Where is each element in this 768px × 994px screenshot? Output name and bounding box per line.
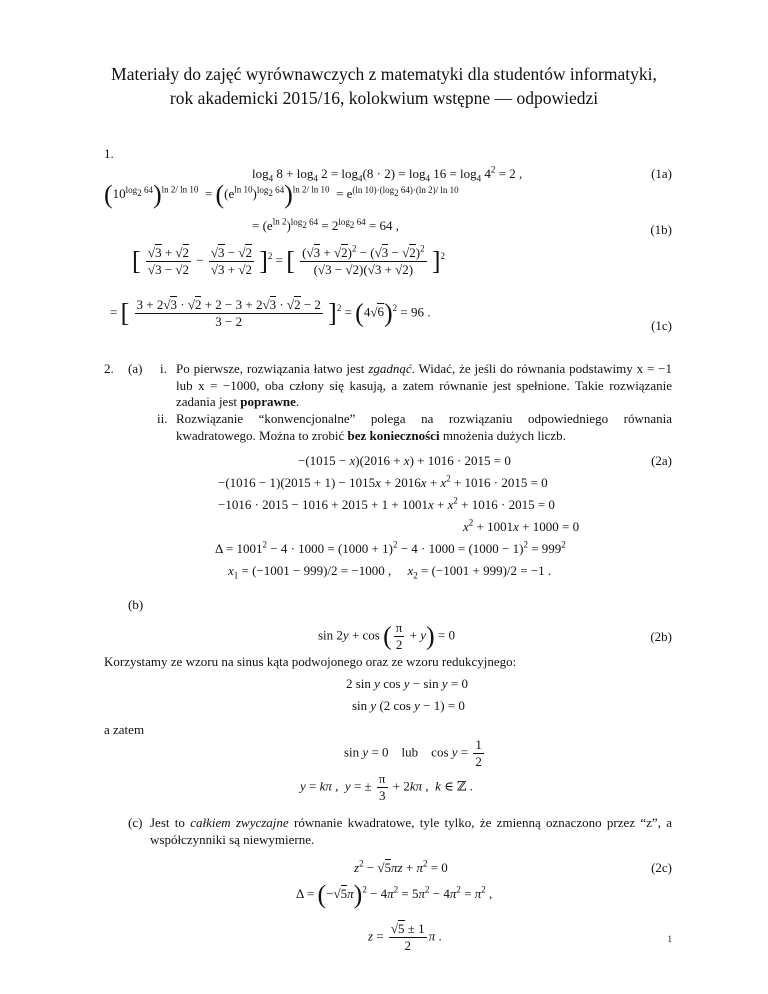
equation-2c-line-1: $z^2 - √5\pi z + \pi^2 = 0$ bbox=[354, 858, 448, 875]
equation-tag-2b: (2b) bbox=[650, 629, 672, 644]
equation-tag-1b: (1b) bbox=[650, 222, 672, 237]
item-i-text bbox=[176, 361, 672, 411]
equation-b-line-3: sin y (2 cos y − 1) = 0 bbox=[352, 698, 465, 713]
paragraph-b-so: a zatem bbox=[104, 722, 145, 737]
equation-2c-line-2: $\Delta = (-√5\pi)^2 - 4\pi^2 = 5\pi^2 - 4\pi^2 = \pi^2$ , bbox=[296, 880, 493, 910]
equation-1a: $\log_4 8 + \log_4 2 = \log_4(8 \cdot 2) = \log_4 16 = \log_4 4^2 = 2$ , bbox=[252, 164, 523, 184]
paragraph-c-text-1: Jest to bbox=[150, 815, 185, 830]
item-ii-bold: bez konieczności bbox=[347, 427, 440, 443]
document-title bbox=[60, 62, 708, 110]
item-i-text-1: Po pierwsze, rozwiązania łatwo jest bbox=[176, 361, 365, 376]
equation-1c-line-1: [ $\frac{√3 + √2}{√3 - √2}$ − $\frac{√3 - √2}{√3 + √2}$ ]$^2$ = [ $\frac{(√3 + √2)^2 - (√3 - √2)^2}{(√3 - √2)(√3 + √2)}$ ]$^2$ bbox=[132, 243, 445, 277]
or-label: lub bbox=[401, 744, 419, 760]
equation-b-line-4: sin y = 0 lub cos y = $\frac{1}{2}$ bbox=[344, 737, 482, 769]
item-ii-label: ii. bbox=[157, 411, 168, 426]
item-i-end: . bbox=[295, 394, 300, 409]
problem-2-label: 2. bbox=[104, 361, 114, 376]
equation-tag-1c: (1c) bbox=[651, 318, 672, 333]
part-c-label: (c) bbox=[128, 815, 143, 830]
item-i-label: i. bbox=[160, 361, 167, 376]
problem-1-label: 1. bbox=[104, 146, 114, 161]
equation-2a-line-3: $-1016 \cdot 2015 - 1016 + 2015 + 1 + 1001x + x^2 + 1016 \cdot 2015 = 0$ bbox=[218, 495, 555, 512]
equation-1b-line-2: = $(e^{ln 2})^{log_2 64} = 2^{log_2 64} = 64$ , bbox=[252, 216, 400, 233]
equation-2a-line-4: $x^2 + 1001x + 1000 = 0$ bbox=[463, 517, 580, 534]
title-line-1: Materiały do zajęć wyrównawczych z matematyki dla studentów informatyki, bbox=[111, 64, 657, 84]
equation-b-line-2: 2 sin y cos y − sin y = 0 bbox=[346, 676, 468, 691]
equation-1b-line-1: $(10^{log_2 64})^{ln 2/ ln 10} = ((e^{ln 10})^{log_2 64})^{ln 2/ ln 10} = e^{(ln 10)\cdot(log_2 64)\cdot(ln 2)/ ln 10}$ bbox=[104, 180, 459, 210]
equation-2b: sin 2y + cos ( $\frac{\pi}{2}$ + y) = 0 bbox=[318, 620, 456, 652]
equation-1c-line-2: = [ $\frac{3 + 2√3 \cdot √2 + 2 - 3 + 2√3 \cdot √2 - 2}{3 - 2}$ ]$^2 = (4√6)^2 = 96$ . bbox=[110, 297, 431, 329]
equation-2a-line-2: $-(1016 - 1)(2015 + 1) - 1015x + 2016x + x^2 + 1016 \cdot 2015 = 0$ bbox=[218, 473, 548, 490]
part-b-label: (b) bbox=[128, 597, 144, 612]
equation-tag-1a: (1a) bbox=[651, 166, 672, 181]
title-line-2: rok akademicki 2015/16, kolokwium wstępne — odpowiedzi bbox=[169, 88, 599, 108]
equation-b-line-5: y = kπ , y = ± $\frac{\pi}{3}$ + 2kπ , k ∈ ℤ . bbox=[300, 771, 474, 803]
equation-tag-2c: (2c) bbox=[651, 860, 672, 875]
equation-tag-2a: (2a) bbox=[651, 453, 672, 468]
item-ii-text-2: mnożenia dużych liczb. bbox=[442, 427, 566, 443]
item-i-emphasis: zgadnąć bbox=[368, 361, 412, 376]
equation-2a-line-6: $x_1 = (-1001 - 999)/2 = -1000$ , $x_2 = (-1001 + 999)/2 = -1$ . bbox=[228, 563, 552, 581]
item-i-bold: poprawne bbox=[240, 394, 296, 409]
item-i-text-2: . Widać, że jeśli do równania podstawimy x = −1 lub x = −1000, oba człony się kasują, a zatem równanie jest spełnione. Takie rozwiązanie zadania jest bbox=[176, 361, 673, 409]
page-number: 1 bbox=[667, 934, 672, 944]
paragraph-c-emphasis: całkiem zwyczajne bbox=[190, 815, 289, 830]
paragraph-c-text-2: równanie kwadratowe, tyle tylko, że zmienną oznaczono przez “z”, a współczynniki są niewymierne. bbox=[150, 815, 672, 847]
part-a-label: (a) bbox=[128, 361, 143, 376]
item-ii-text-1: Rozwiązanie “konwencjonalne” polega na rozwiązaniu odpowiedniego równania kwadratowego. Można to zrobić bbox=[176, 411, 672, 443]
equation-2a-line-5: $\Delta = 1001^2 - 4 \cdot 1000 = (1000 + 1)^2 - 4 \cdot 1000 = (1000 - 1)^2 = 999^2$ bbox=[215, 539, 566, 556]
equation-2a-line-1: −(1015 − x)(2016 + x) + 1016 · 2015 = 0 bbox=[298, 453, 511, 468]
item-ii-text bbox=[176, 411, 672, 444]
equation-2c-line-3: z = $\frac{√5 \pm 1}{2}$ π . bbox=[368, 921, 442, 953]
paragraph-c bbox=[150, 815, 672, 848]
paragraph-b-intro: Korzystamy ze wzoru na sinus kąta podwojonego oraz ze wzoru redukcyjnego: bbox=[104, 654, 517, 669]
